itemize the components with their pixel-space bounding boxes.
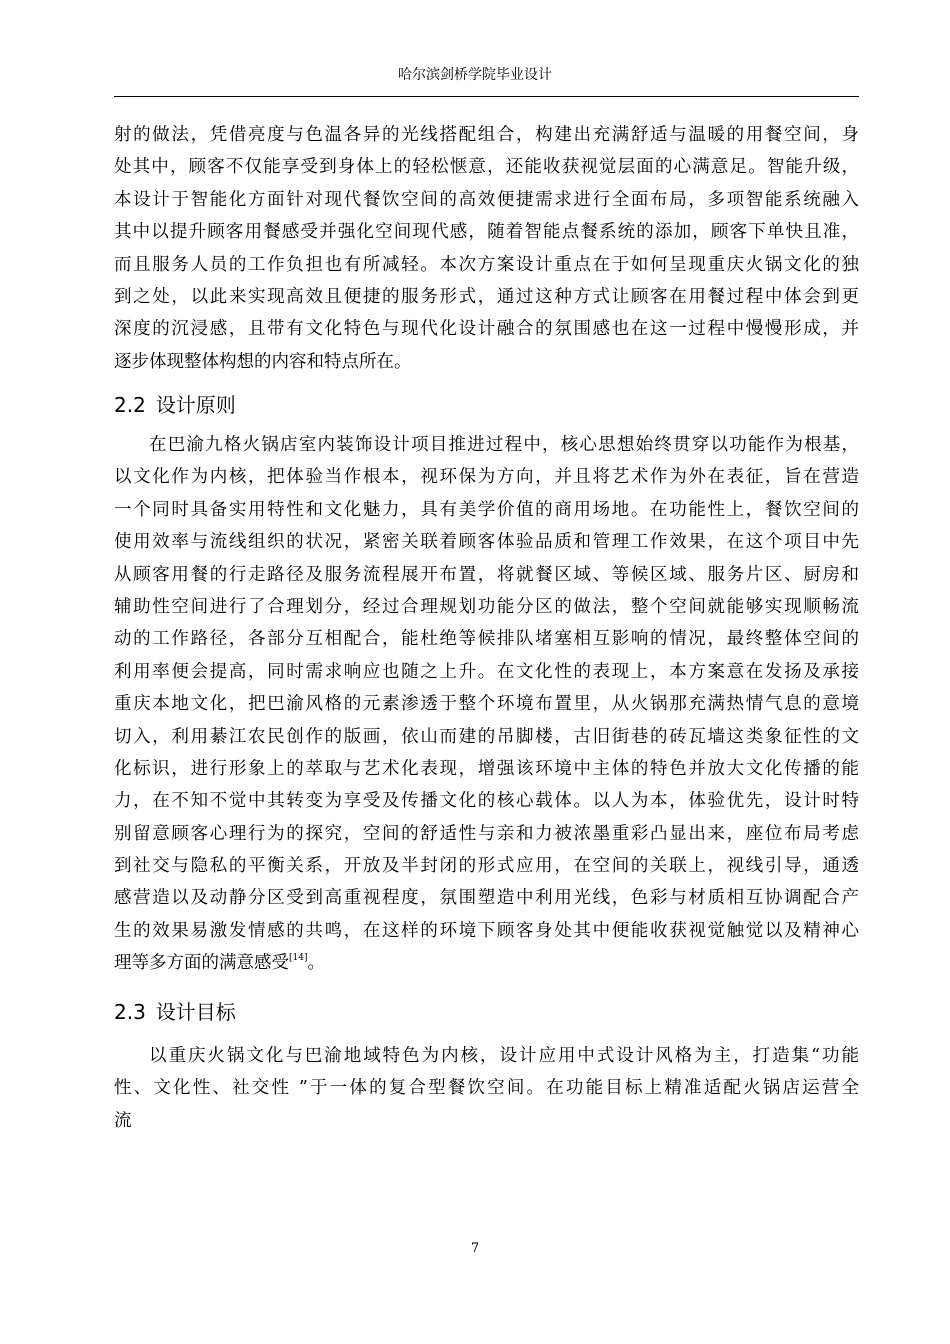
text-line: 化标识，进行形象上的萃取与艺术化表现，增强该环境中主体的特色并放大文化传播的能 <box>114 758 859 779</box>
text-line: 重庆本地文化，把巴渝风格的元素渗透于整个环境布置里，从火锅那充满热情气息的意境 <box>114 694 859 715</box>
text-line: 切入，利用綦江农民创作的版画，依山而建的吊脚楼，古旧街巷的砖瓦墙这类象征性的文 <box>114 726 859 747</box>
text-line: 深度的沉浸感，且带有文化特色与现代化设计融合的氛围感也在这一过程中慢慢形成，并 <box>114 319 859 340</box>
header-rule <box>114 96 859 97</box>
intro-paragraph <box>114 119 859 378</box>
text-line: 性、文化性、社交性 ”于一体的复合型餐饮空间。在功能目标上精准适配火锅店运营全 <box>114 1078 859 1099</box>
running-header-title: 哈尔滨剑桥学院毕业设计 <box>398 67 552 83</box>
section-number: 2.3 <box>114 1000 146 1024</box>
text-line: 本设计于智能化方面针对现代餐饮空间的高效便捷需求进行全面布局，多项智能系统融入 <box>114 189 859 210</box>
text-line: 生的效果易激发情感的共鸣，在这样的环境下顾客身处其中便能收获视觉触觉以及精神心 <box>114 920 859 941</box>
citation-reference: [14] <box>289 953 308 964</box>
text-line: 使用效率与流线组织的状况，紧密关联着顾客体验品质和管理工作效果，在这个项目中先 <box>114 532 859 553</box>
section-title: 设计原则 <box>155 393 236 417</box>
text-line: 从顾客用餐的行走路径及服务流程展开布置，将就餐区域、等候区域、服务片区、厨房和 <box>114 564 859 585</box>
design-principles-paragraph <box>114 429 859 980</box>
text-line: 到之处，以此来实现高效且便捷的服务形式，通过这种方式让顾客在用餐过程中体会到更 <box>114 286 859 307</box>
text-line: 而且服务人员的工作负担也有所减轻。本次方案设计重点在于如何呈现重庆火锅文化的独 <box>114 254 859 275</box>
text-line-content: 理等多方面的满意感受 <box>114 953 289 974</box>
text-line: 以文化作为内核，把体验当作根本，视环保为方向，并且将艺术作为外在表征，旨在营造 <box>114 467 859 488</box>
text-line: 别留意顾客心理行为的探究，空间的舒适性与亲和力被浓墨重彩凸显出来，座位布局考虑 <box>114 823 859 844</box>
text-line: 流 <box>114 1110 132 1131</box>
text-line: 在巴渝九格火锅店室内装饰设计项目推进过程中，核心思想始终贯穿以功能作为根基， <box>149 435 859 455</box>
text-line: 其中以提升顾客用餐感受并强化空间现代感，随着智能点餐系统的添加，顾客下单快且准， <box>114 222 859 243</box>
text-line: 到社交与隐私的平衡关系，开放及半封闭的形式应用，在空间的关联上，视线引导，通透 <box>114 856 859 877</box>
design-goals-paragraph <box>114 1040 859 1137</box>
section-heading-2-2 <box>114 392 236 418</box>
text-line: 利用率便会提高，同时需求响应也随之上升。在文化性的表现上，本方案意在发扬及承接 <box>114 661 859 682</box>
text-line: 逐步体现整体构想的内容和特点所在。 <box>114 351 412 372</box>
section-heading-2-3 <box>114 999 236 1025</box>
text-line: 辅助性空间进行了合理划分，经过合理规划功能分区的做法，整个空间就能够实现顺畅流 <box>114 596 859 617</box>
text-line: 感营造以及动静分区受到高重视程度，氛围塑造中利用光线，色彩与材质相互协调配合产 <box>114 888 859 909</box>
section-number: 2.2 <box>114 393 146 417</box>
page-number: 7 <box>470 1241 480 1256</box>
text-line: 以重庆火锅文化与巴渝地域特色为内核，设计应用中式设计风格为主，打造集“功能 <box>149 1046 859 1066</box>
text-line-end: 。 <box>307 953 325 974</box>
text-line: 动的工作路径，各部分互相配合，能杜绝等候排队堵塞相互影响的情况，最终整体空间的 <box>114 629 859 650</box>
text-line: 一个同时具备实用特性和文化魅力，具有美学价值的商用场地。在功能性上，餐饮空间的 <box>114 499 859 520</box>
text-line: 射的做法，凭借亮度与色温各异的光线搭配组合，构建出充满舒适与温暖的用餐空间，身 <box>114 125 859 145</box>
text-line-final <box>114 947 859 979</box>
section-title: 设计目标 <box>155 1000 236 1024</box>
text-line: 处其中，顾客不仅能享受到身体上的轻松惬意，还能收获视觉层面的心满意足。智能升级， <box>114 157 859 178</box>
text-line: 力，在不知不觉中其转变为享受及传播文化的核心载体。以人为本，体验优先，设计时特 <box>114 791 859 812</box>
